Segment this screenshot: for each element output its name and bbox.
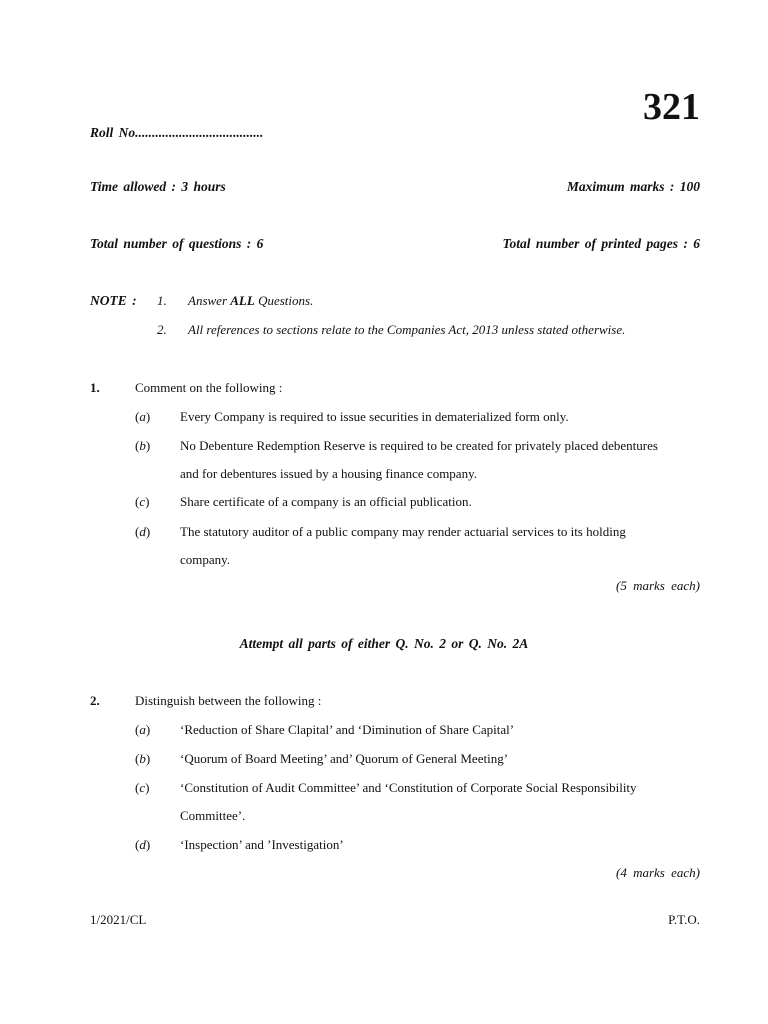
question-stem: Comment on the following : xyxy=(135,380,283,395)
note-item-2: All references to sections relate to the Companies Act, 2013 unless stated otherwise. xyxy=(188,322,626,337)
part-label: (c) xyxy=(135,494,150,509)
part-label: (d) xyxy=(135,524,151,539)
part-text: ‘Reduction of Share Clapital’ and ‘Diminution of Share Capital’ xyxy=(180,722,515,737)
part-text: Committee’. xyxy=(180,808,246,823)
roll-number-line: Roll No...................................... xyxy=(90,125,264,140)
part-letter: b xyxy=(139,438,146,453)
maximum-marks: Maximum marks : 100 xyxy=(566,179,700,194)
total-questions: Total number of questions : 6 xyxy=(90,236,264,251)
part-letter: a xyxy=(139,409,146,424)
time-allowed: Time allowed : 3 hours xyxy=(90,179,226,194)
part-label: (a) xyxy=(135,409,151,424)
part-letter: c xyxy=(139,780,146,795)
footer-pto: P.T.O. xyxy=(668,912,700,927)
marks-allocation: (5 marks each) xyxy=(616,578,700,593)
part-letter: a xyxy=(139,722,146,737)
question-stem: Distinguish between the following : xyxy=(135,693,322,708)
note-emphasis: ALL xyxy=(230,293,255,308)
part-letter: d xyxy=(139,837,146,852)
note-item-text: Questions. xyxy=(258,293,314,308)
part-text: Every Company is required to issue securities in dematerialized form only. xyxy=(180,409,569,424)
part-text: ‘Constitution of Audit Committee’ and ‘Constitution of Corporate Social Responsibility xyxy=(180,780,637,795)
part-letter: c xyxy=(139,494,146,509)
section-instruction: Attempt all parts of either Q. No. 2 or Q. No. 2A xyxy=(239,636,529,651)
part-text: ‘Inspection’ and ’Investigation’ xyxy=(180,837,344,852)
footer-code: 1/2021/CL xyxy=(90,912,147,927)
part-letter: d xyxy=(139,524,146,539)
paper-code: 321 xyxy=(643,86,700,128)
part-text: The statutory auditor of a public company may render actuarial services to its holding xyxy=(180,524,626,539)
note-item-number: 1. xyxy=(157,293,167,308)
total-pages: Total number of printed pages : 6 xyxy=(502,236,700,251)
note-item-text: Answer xyxy=(188,293,227,308)
part-label: (c) xyxy=(135,780,150,795)
part-label: (d) xyxy=(135,837,151,852)
part-label: (b) xyxy=(135,438,151,453)
question-number: 2. xyxy=(90,693,100,708)
question-number: 1. xyxy=(90,380,100,395)
part-text: company. xyxy=(180,552,231,567)
marks-allocation: (4 marks each) xyxy=(616,865,700,880)
note-item-1 xyxy=(188,293,313,309)
note-item-number: 2. xyxy=(157,322,167,337)
part-text: Share certificate of a company is an official publication. xyxy=(180,494,472,509)
part-text: ‘Quorum of Board Meeting’ and’ Quorum of General Meeting’ xyxy=(180,751,509,766)
part-text: and for debentures issued by a housing finance company. xyxy=(180,466,477,481)
part-text: No Debenture Redemption Reserve is required to be created for privately placed debentures xyxy=(180,438,658,453)
part-label: (a) xyxy=(135,722,151,737)
note-label: NOTE : xyxy=(90,293,137,308)
part-letter: b xyxy=(139,751,146,766)
part-label: (b) xyxy=(135,751,151,766)
